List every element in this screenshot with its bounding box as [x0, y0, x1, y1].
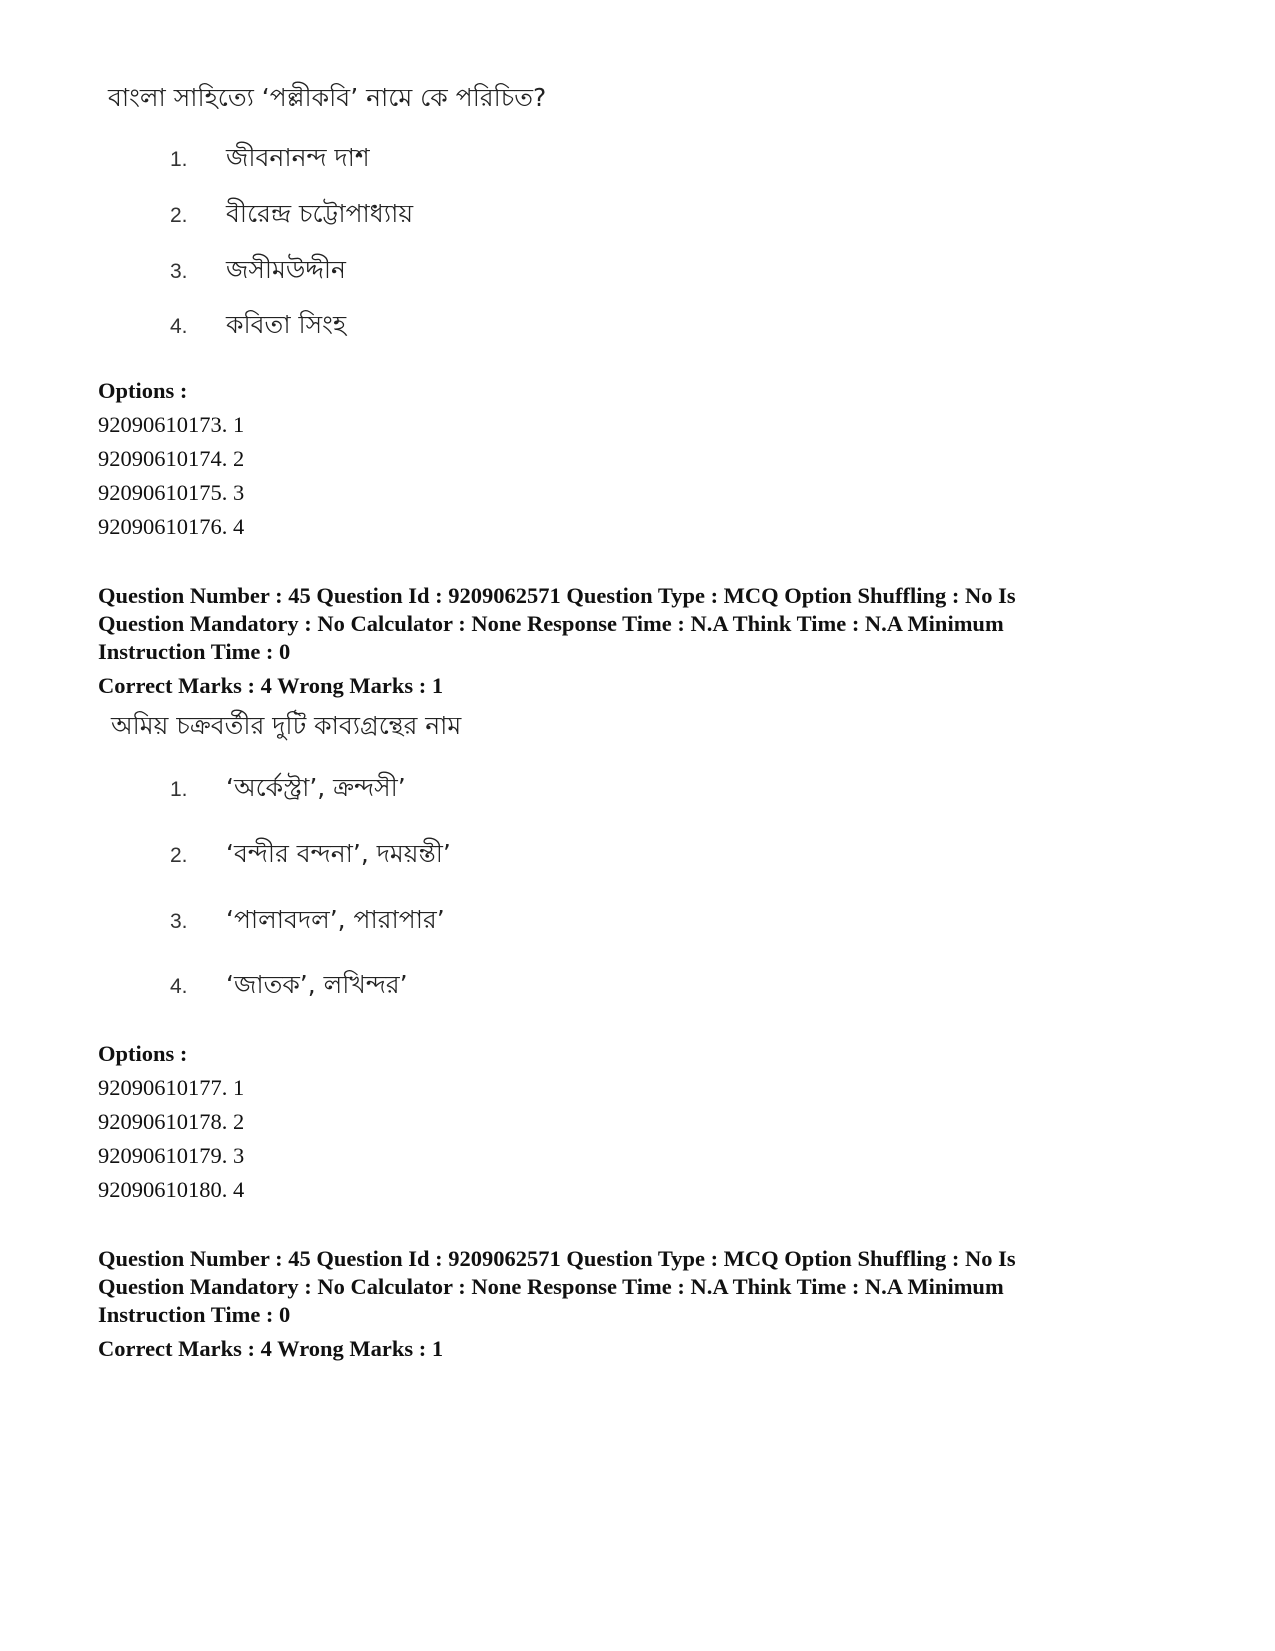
question-stem: অমিয় চক্রবর্তীর দুটি কাব্যগ্রন্থের নাম — [111, 711, 462, 740]
meta-line: Question Number : 45 Question Id : 9209062571 Question Type : MCQ Option Shuffling : No Is — [98, 583, 1016, 608]
option-id: 92090610178. 2 — [98, 1109, 245, 1134]
choice-text: জীবনানন্দ দাশ — [226, 143, 370, 172]
choice-item — [170, 194, 413, 237]
options-list — [98, 374, 244, 544]
question-image — [105, 702, 665, 1002]
choice-text: জসীমউদ্দীন — [226, 255, 346, 284]
question-image — [105, 72, 665, 342]
choice-text: ‘জাতক’, লখিন্দর’ — [226, 970, 408, 999]
question-meta — [98, 582, 1198, 700]
meta-line: Question Mandatory : No Calculator : None Response Time : N.A Think Time : N.A Minimum — [98, 1274, 1004, 1299]
choice-number: 1. — [170, 778, 188, 801]
choice-item — [170, 834, 451, 877]
option-id: 92090610173. 1 — [98, 412, 245, 437]
meta-line: Instruction Time : 0 — [98, 639, 291, 664]
choice-number: 3. — [170, 910, 188, 933]
choice-item — [170, 965, 408, 1008]
choice-item — [170, 305, 346, 348]
option-id: 92090610177. 1 — [98, 1075, 245, 1100]
choice-number: 2. — [170, 204, 188, 227]
meta-line: Question Number : 45 Question Id : 9209062571 Question Type : MCQ Option Shuffling : No Is — [98, 1246, 1016, 1271]
question-stem: বাংলা সাহিত্যে ‘পল্লীকবি’ নামে কে পরিচিত? — [108, 83, 547, 112]
meta-line: Question Mandatory : No Calculator : None Response Time : N.A Think Time : N.A Minimum — [98, 611, 1004, 636]
option-id: 92090610180. 4 — [98, 1177, 245, 1202]
choice-item — [170, 250, 346, 293]
choice-number: 4. — [170, 975, 188, 998]
choice-number: 1. — [170, 148, 188, 171]
choice-number: 4. — [170, 315, 188, 338]
choice-number: 3. — [170, 260, 188, 283]
marks-line: Correct Marks : 4 Wrong Marks : 1 — [98, 1336, 444, 1361]
choice-number: 2. — [170, 844, 188, 867]
choice-text: ‘পালাবদল’, পারাপার’ — [226, 905, 445, 934]
option-id: 92090610179. 3 — [98, 1143, 245, 1168]
option-id: 92090610175. 3 — [98, 480, 245, 505]
options-header: Options : — [98, 378, 188, 403]
options-header: Options : — [98, 1041, 188, 1066]
option-id: 92090610176. 4 — [98, 514, 245, 539]
choice-item — [170, 900, 445, 943]
question-meta — [98, 1245, 1198, 1363]
option-id: 92090610174. 2 — [98, 446, 245, 471]
choice-text: ‘বন্দীর বন্দনা’, দময়ন্তী’ — [226, 839, 451, 868]
marks-line: Correct Marks : 4 Wrong Marks : 1 — [98, 673, 444, 698]
choice-text: ‘অর্কেস্ট্রা’, ক্রন্দসী’ — [226, 773, 406, 802]
meta-line: Instruction Time : 0 — [98, 1302, 291, 1327]
choice-item — [170, 138, 370, 181]
choice-item — [170, 768, 406, 811]
options-list — [98, 1037, 244, 1207]
choice-text: বীরেন্দ্র চট্টোপাধ্যায় — [226, 199, 414, 228]
choice-text: কবিতা সিংহ — [226, 310, 347, 339]
